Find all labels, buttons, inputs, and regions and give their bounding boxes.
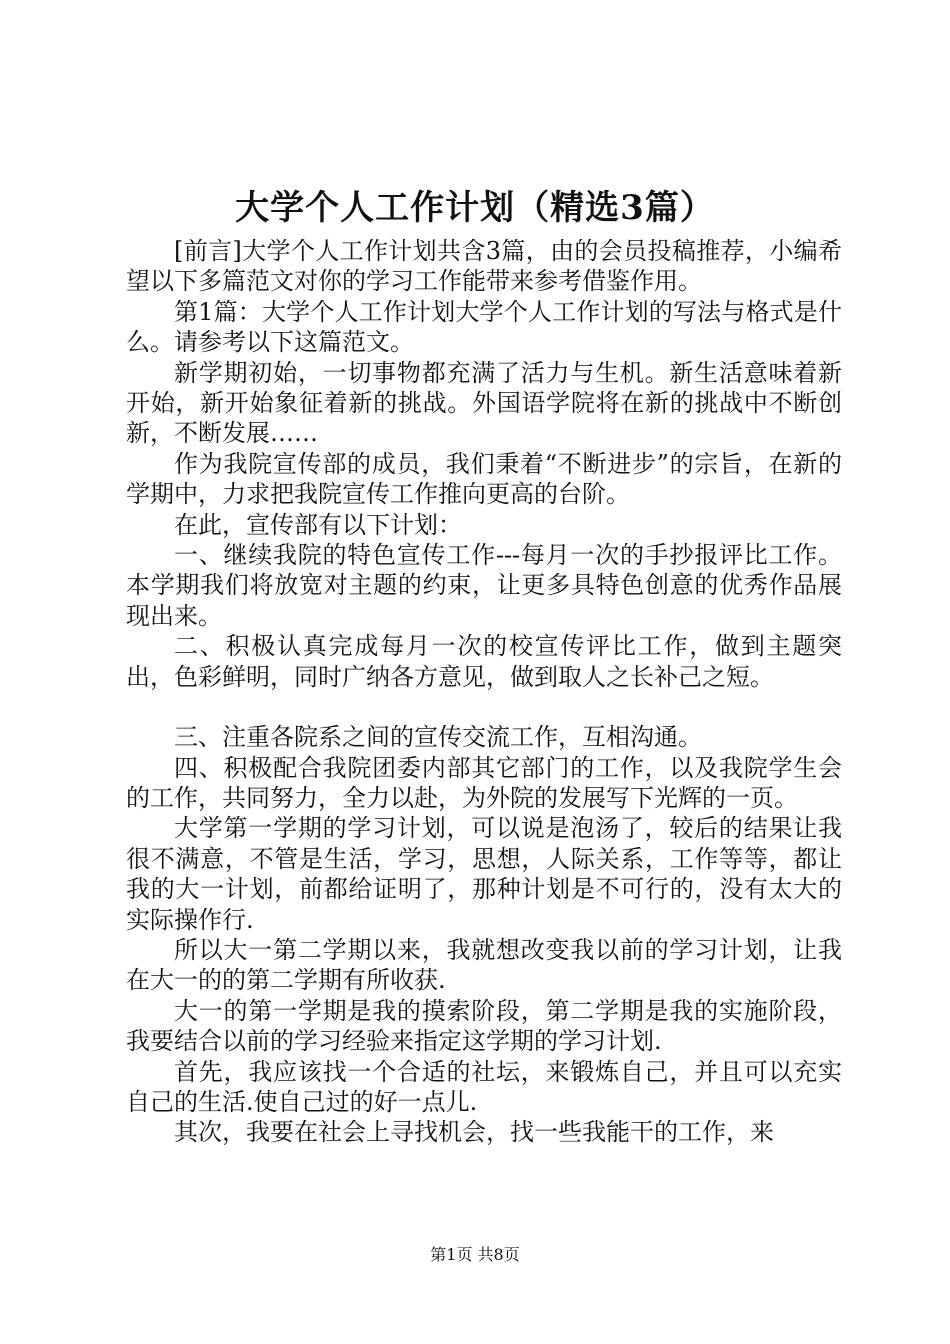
paragraph-part1-intro: 第1篇：大学个人工作计划大学个人工作计划的写法与格式是什么。请参考以下这篇范文。 <box>126 297 842 357</box>
paragraph-first-semester: 大学第一学期的学习计划，可以说是泡汤了，较后的结果让我很不满意，不管是生活，学习，思想，人际关系，工作等等，都让我的大一计划，前都给证明了，那种计划是不可行的，没有太大的实际操作行. <box>126 814 842 934</box>
paragraph-exploration-stage: 大一的第一学期是我的摸索阶段，第二学期是我的实施阶段，我要结合以前的学习经验来指定这学期的学习计划. <box>126 996 842 1056</box>
paragraph-new-semester: 新学期初始，一切事物都充满了活力与生机。新生活意味着新开始，新开始象征着新的挑战。外国语学院将在新的挑战中不断创新，不断发展…… <box>126 358 842 448</box>
document-title: 大学个人工作计划（精选3篇） <box>235 188 715 228</box>
paragraph-plan-intro: 在此，宣传部有以下计划： <box>174 510 462 539</box>
paragraph-first-step: 首先，我应该找一个合适的社坛，来锻炼自己，并且可以充实自己的生活.使自己过的好一点儿. <box>126 1057 842 1116</box>
paragraph-second-step: 其次，我要在社会上寻找机会，找一些我能干的工作，来 <box>174 1118 774 1147</box>
paragraph-preface: [前言]大学个人工作计划共含3篇，由的会员投稿推荐，小编希望以下多篇范文对你的学习工作能带来参考借鉴作用。 <box>126 237 842 296</box>
paragraph-plan-item-3: 三、注重各院系之间的宣传交流工作，互相沟通。 <box>174 723 702 752</box>
paragraph-plan-item-2: 二、积极认真完成每月一次的校宣传评比工作，做到主题突出，色彩鲜明，同时广纳各方意见，做到取人之长补己之短。 <box>126 632 842 691</box>
document-body <box>126 236 842 1148</box>
paragraph-plan-item-1: 一、继续我院的特色宣传工作---每月一次的手抄报评比工作。本学期我们将放宽对主题的约束，让更多具特色创意的优秀作品展现出来。 <box>126 541 842 630</box>
paragraph-plan-item-4: 四、积极配合我院团委内部其它部门的工作，以及我院学生会的工作，共同努力，全力以赴，为外院的发展写下光辉的一页。 <box>126 753 842 812</box>
paragraph-member-goal: 作为我院宣传部的成员，我们秉着“不断进步”的宗旨，在新的学期中，力求把我院宣传工作推向更高的台阶。 <box>126 449 842 509</box>
paragraph-second-semester: 所以大一第二学期以来，我就想改变我以前的学习计划，让我在大一的的第二学期有所收获. <box>126 935 842 995</box>
page-footer: 第1页 共8页 <box>430 1245 520 1264</box>
